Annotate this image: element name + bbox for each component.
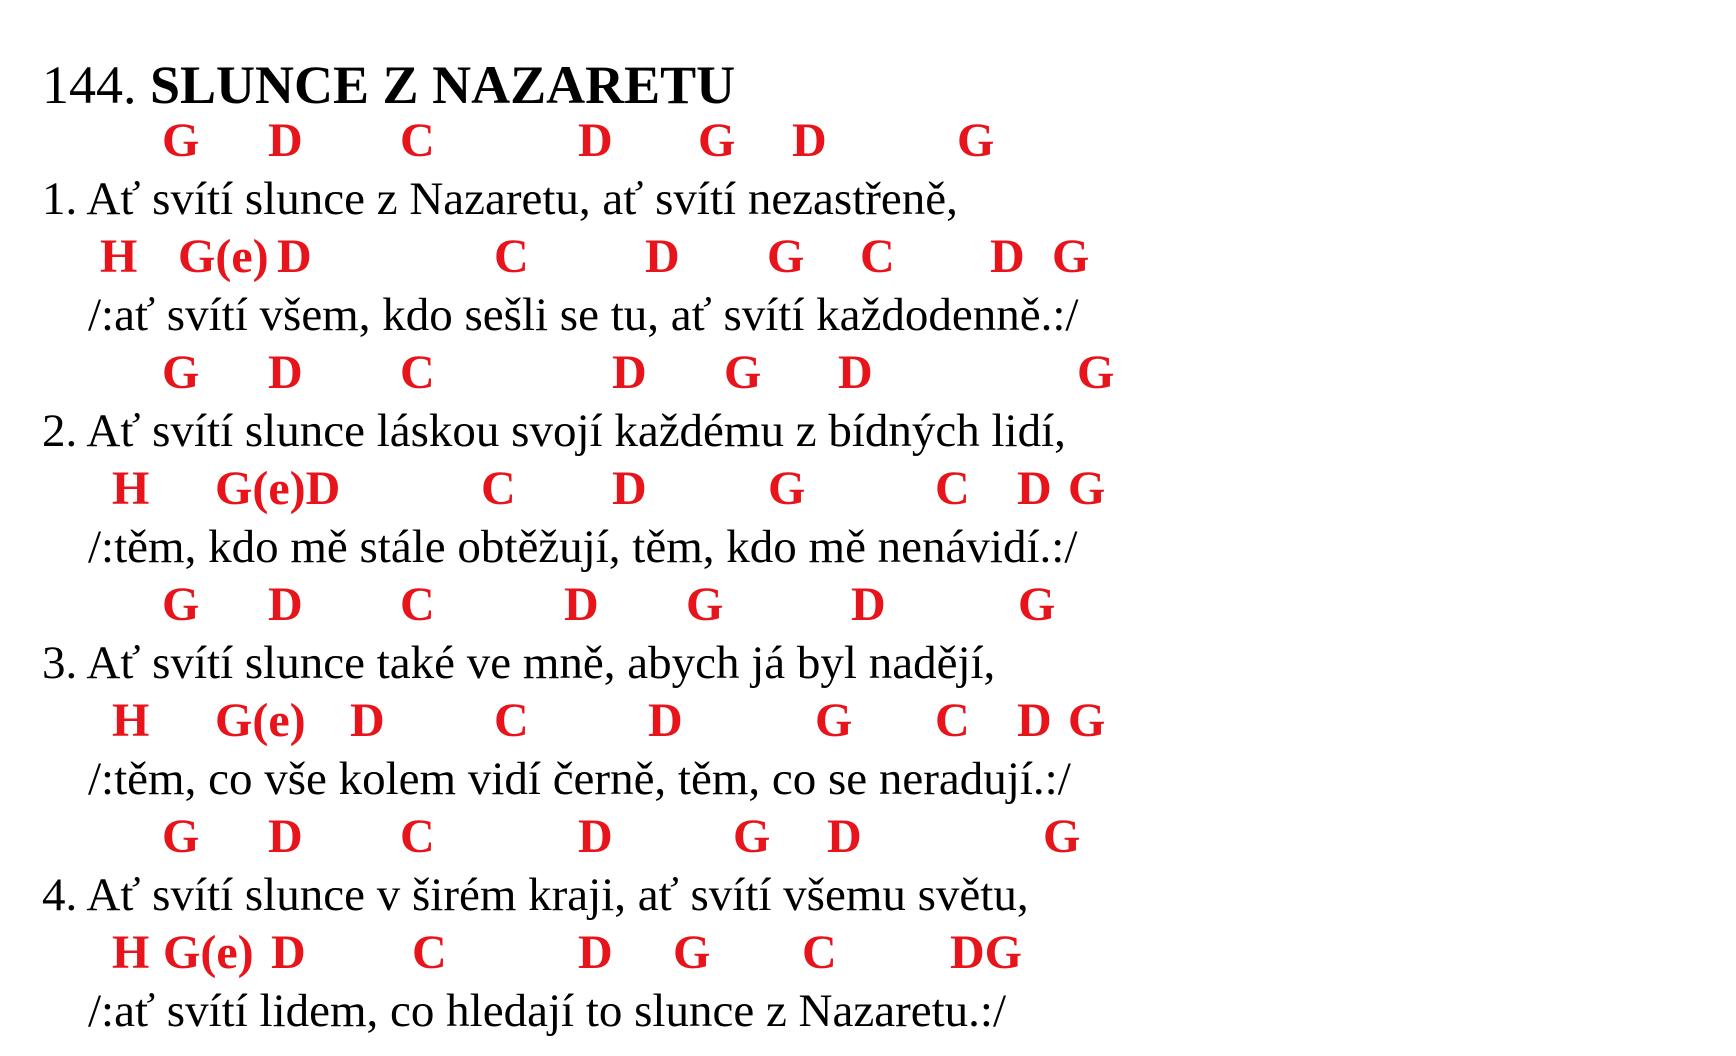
chord: G(e) (178, 230, 269, 283)
chord: C (400, 810, 435, 863)
chord: C (802, 926, 837, 979)
chord-row (0, 808, 1736, 866)
chord: C (494, 230, 529, 283)
chord: G (698, 114, 736, 167)
chord: D (851, 578, 886, 631)
chord: G (767, 230, 805, 283)
chord-row (0, 228, 1736, 286)
chord: G (733, 810, 771, 863)
chord: C (494, 694, 529, 747)
lyric-line: 1. Ať svítí slunce z Nazaretu, ať svítí nezastřeně, (42, 173, 958, 225)
chord: D (268, 346, 303, 399)
chord: G(e)D (215, 462, 341, 515)
chord-row (0, 112, 1736, 170)
song-title: SLUNCE Z NAZARETU (150, 55, 736, 115)
song-number: 144. (42, 55, 137, 115)
chord: D (838, 346, 873, 399)
song-heading (42, 50, 735, 120)
chord: C (935, 694, 970, 747)
chord: H (100, 230, 138, 283)
chord: G (1018, 578, 1056, 631)
chord: C (412, 926, 447, 979)
chord: G (768, 462, 806, 515)
chord: DG (950, 926, 1022, 979)
chord: H (112, 462, 150, 515)
chord: G (1043, 810, 1081, 863)
chord: G(e) (163, 926, 254, 979)
chord: D (645, 230, 680, 283)
chord: G (1068, 462, 1106, 515)
chord-row (0, 576, 1736, 634)
chord: G (673, 926, 711, 979)
chord: G (1077, 346, 1115, 399)
chord: G(e) (215, 694, 306, 747)
chord: D (1017, 462, 1052, 515)
chord: D (268, 114, 303, 167)
lyric-refrain-line: /:ať svítí lidem, co hledají to slunce z Nazaretu.:/ (88, 985, 1007, 1037)
chord: G (1068, 694, 1106, 747)
lyric-refrain-line: /:ať svítí všem, kdo sešli se tu, ať svítí každodenně.:/ (88, 289, 1079, 341)
chord: G (724, 346, 762, 399)
chord-row (0, 692, 1736, 750)
chord: G (162, 810, 200, 863)
lyric-refrain-line: /:těm, kdo mě stále obtěžují, těm, kdo mě nenávidí.:/ (88, 521, 1078, 573)
chord: D (578, 114, 613, 167)
lyric-line: 3. Ať svítí slunce také ve mně, abych já byl nadějí, (42, 637, 996, 689)
chord: G (1052, 230, 1090, 283)
chord-row (0, 344, 1736, 402)
chord: C (860, 230, 895, 283)
lyric-refrain-line: /:těm, co vše kolem vidí černě, těm, co se neradují.:/ (88, 753, 1071, 805)
lyric-line: 4. Ať svítí slunce v širém kraji, ať svítí všemu světu, (42, 869, 1029, 921)
chord: D (990, 230, 1025, 283)
chord-row (0, 924, 1736, 982)
chord: D (268, 578, 303, 631)
chord: D (277, 230, 312, 283)
chord: D (578, 926, 613, 979)
chord: D (578, 810, 613, 863)
chord: C (935, 462, 970, 515)
chord: G (686, 578, 724, 631)
chord: D (827, 810, 862, 863)
chord: D (648, 694, 683, 747)
chord: G (162, 114, 200, 167)
chord: G (162, 346, 200, 399)
chord: D (271, 926, 306, 979)
chord: C (400, 346, 435, 399)
chord: D (612, 462, 647, 515)
chord: C (400, 578, 435, 631)
lyric-line: 2. Ať svítí slunce láskou svojí každému z bídných lidí, (42, 405, 1066, 457)
chord: D (792, 114, 827, 167)
chord: D (268, 810, 303, 863)
chord: C (400, 114, 435, 167)
chord: H (112, 694, 150, 747)
chord: D (350, 694, 385, 747)
chord: D (1017, 694, 1052, 747)
chord: G (162, 578, 200, 631)
chord: D (564, 578, 599, 631)
chord: D (612, 346, 647, 399)
chord: G (957, 114, 995, 167)
chord-row (0, 460, 1736, 518)
chord: H (112, 926, 150, 979)
chord: C (481, 462, 516, 515)
chord: G (815, 694, 853, 747)
